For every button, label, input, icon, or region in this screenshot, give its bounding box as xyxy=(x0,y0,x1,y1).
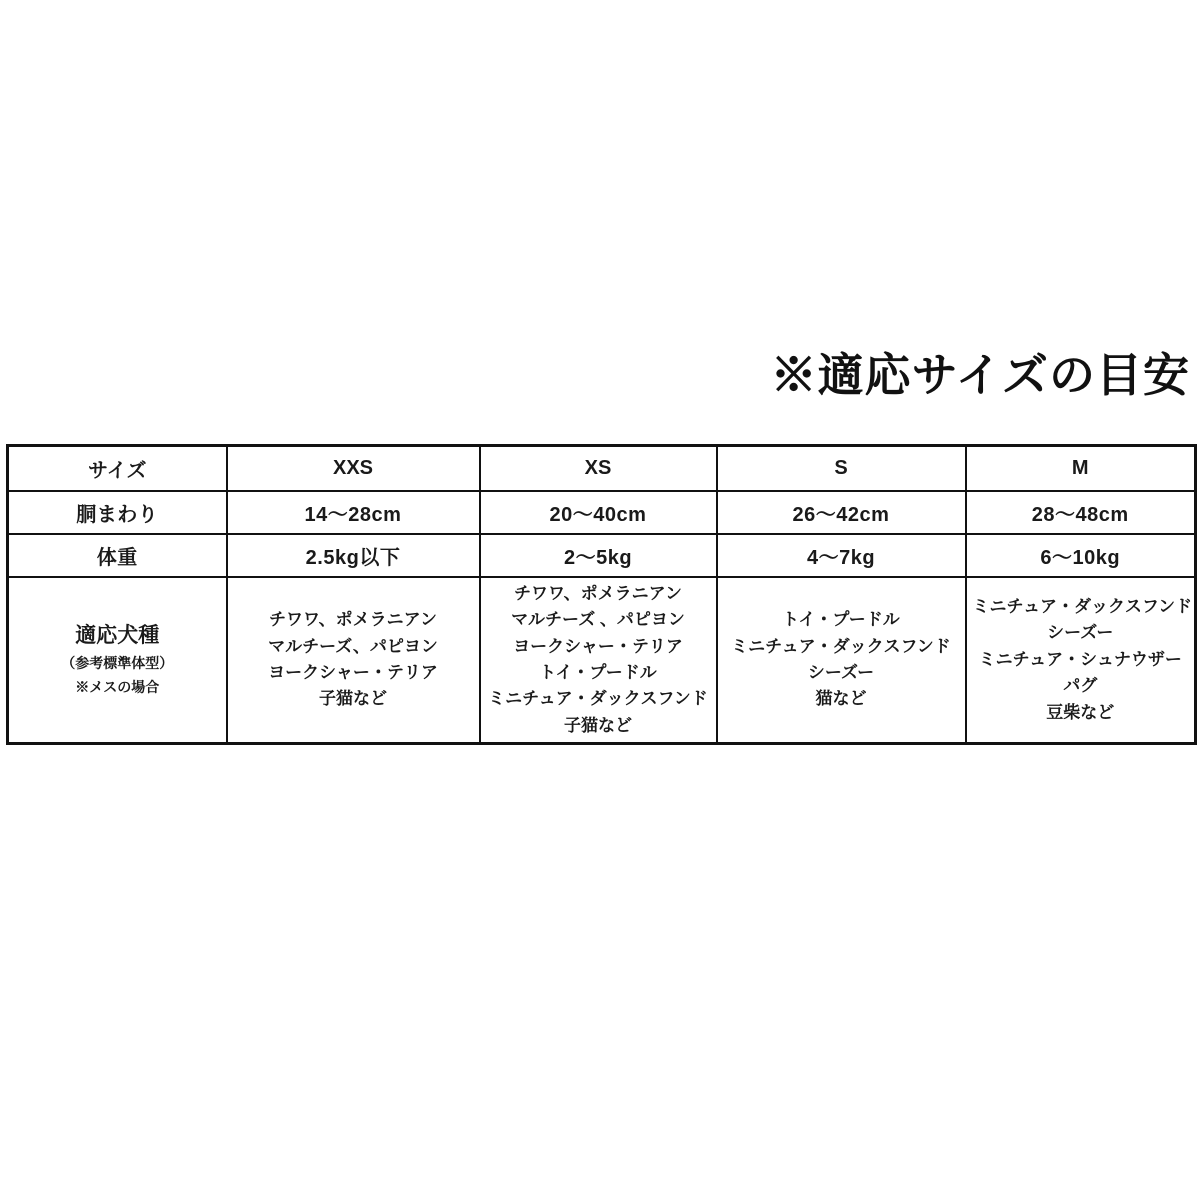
breed-item: 猫など xyxy=(815,689,867,709)
breed-item: ミニチュア・ダックスフンド xyxy=(488,689,708,709)
breed-item: チワワ、ポメラニアン xyxy=(269,610,437,630)
breeds-xxs xyxy=(227,577,480,744)
breed-list-m xyxy=(967,594,1195,726)
header-size-m: M xyxy=(966,446,1196,492)
girth-s: 26〜42cm xyxy=(717,491,966,534)
header-size-xxs: XXS xyxy=(227,446,480,492)
breeds-note-2: ※メスの場合 xyxy=(75,678,160,695)
header-size-xs: XS xyxy=(480,446,717,492)
weight-xs: 2〜5kg xyxy=(480,534,717,577)
breeds-s xyxy=(717,577,966,744)
breed-item: ヨークシャー・テリア xyxy=(513,636,683,656)
breed-item: ヨークシャー・テリア xyxy=(268,663,438,682)
breed-item: マルチーズ 、パピヨン xyxy=(511,610,685,630)
breeds-m xyxy=(966,577,1196,744)
breed-item: チワワ、ポメラニアン xyxy=(514,583,682,603)
weight-s: 4〜7kg xyxy=(717,534,966,577)
breed-item: トイ・プードル xyxy=(539,663,657,682)
breed-item: 子猫など xyxy=(319,689,387,709)
girth-xs: 20〜40cm xyxy=(480,491,717,534)
size-table xyxy=(6,444,1197,745)
row-label-breeds xyxy=(8,577,227,744)
breed-item: シーズー xyxy=(807,663,875,682)
row-label-weight: 体重 xyxy=(8,534,227,577)
girth-m: 28〜48cm xyxy=(966,491,1196,534)
breeds-xs xyxy=(480,577,717,744)
breed-list-xxs xyxy=(228,607,479,712)
table-row xyxy=(8,446,1196,492)
breed-list-xs xyxy=(481,581,716,739)
breed-item: ミニチュア・ダックスフンド xyxy=(972,597,1193,617)
table-row xyxy=(8,491,1196,534)
breed-item: 子猫など xyxy=(564,715,632,735)
header-size-s: S xyxy=(717,446,966,492)
breed-list-s xyxy=(718,607,965,712)
breeds-note-1: （参考標準体型） xyxy=(61,654,174,671)
breeds-label: 適応犬種 xyxy=(75,624,160,648)
breed-item: トイ・プードル xyxy=(782,610,900,630)
breed-item: パグ xyxy=(1063,676,1098,696)
row-label-girth: 胴まわり xyxy=(8,491,227,534)
weight-m: 6〜10kg xyxy=(966,534,1196,577)
page-title: ※適応サイズの目安 xyxy=(770,349,1190,401)
breed-item: 豆柴など xyxy=(1046,702,1115,722)
girth-xxs: 14〜28cm xyxy=(227,491,480,534)
breed-item: シーズー xyxy=(1047,623,1114,643)
table-row xyxy=(8,577,1196,744)
breed-item: ミニチュア・シュナウザー xyxy=(978,649,1182,669)
table-row xyxy=(8,534,1196,577)
breed-item: マルチーズ、パピヨン xyxy=(268,636,438,656)
size-table-container xyxy=(6,444,1194,745)
header-label: サイズ xyxy=(8,446,227,492)
breed-item: ミニチュア・ダックスフンド xyxy=(731,636,951,656)
weight-xxs: 2.5kg以下 xyxy=(227,534,480,577)
